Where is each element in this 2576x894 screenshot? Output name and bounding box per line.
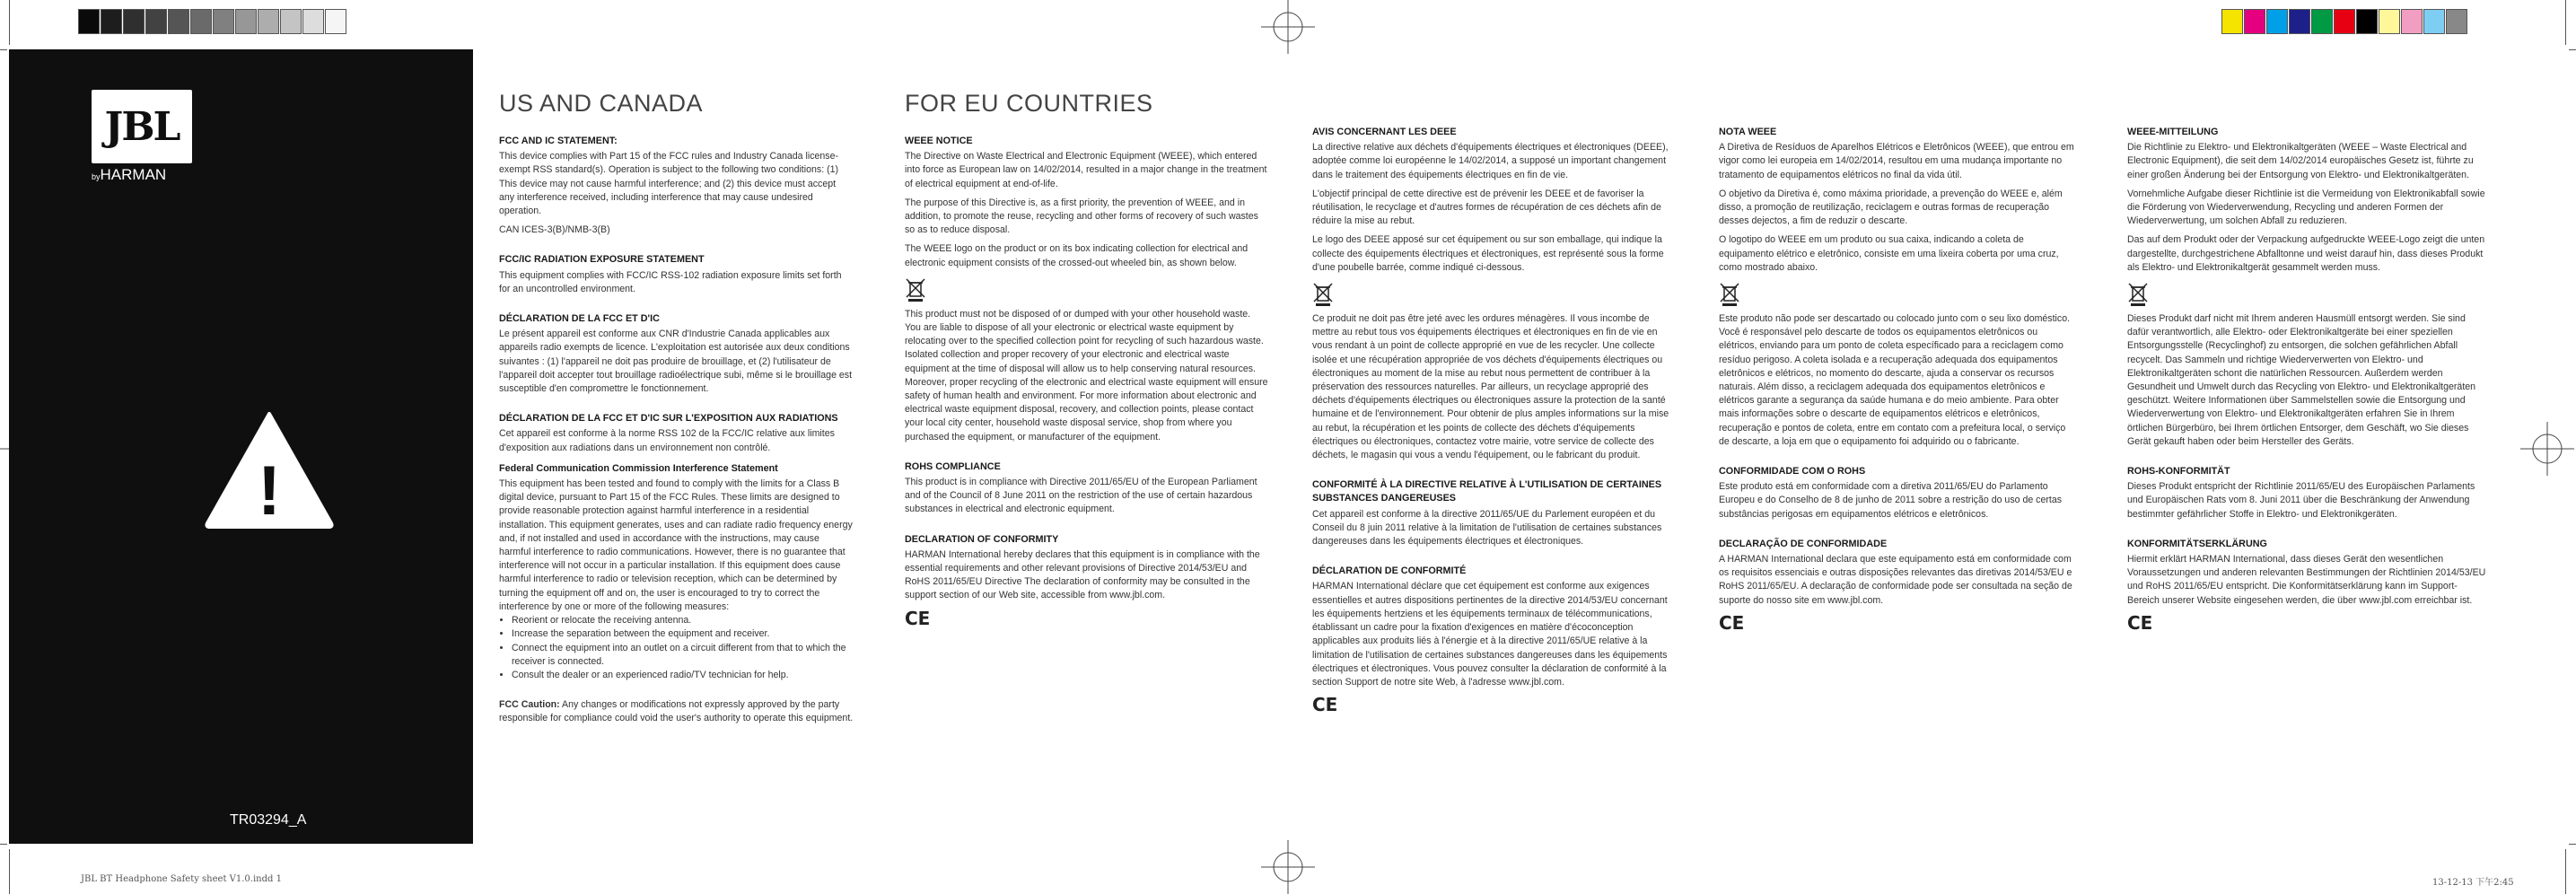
measures-list: [499, 614, 854, 682]
paragraph: Die Richtlinie zu Elektro- und Elektronikaltgeräten (WEEE – Waste Electrical and Electronic Equipment), die seit dem 14/02/2014 europäisches Gesetz ist, führte zu einer großen Änderung bei der Entsorgung von Elektro- und Elektronikaltgeräten.: [2127, 142, 2474, 180]
crop-mark: [2565, 0, 2566, 45]
ce-mark-icon: CE: [1312, 694, 1338, 716]
section-title: CONFORMITÉ À LA DIRECTIVE RELATIVE À L'UTILISATION DE CERTAINES SUBSTANCES DANGEREUSES: [1312, 479, 1662, 504]
column-german: [2127, 126, 2486, 634]
ce-mark-icon: CE: [1719, 611, 1745, 634]
color-swatch: [2334, 9, 2355, 34]
paragraph: Ce produit ne doit pas être jeté avec les ordures ménagères. Il vous incombe de mettre au rebut tous vos équipements électriques et électroniques en fin de vie en vous rendant à un point de collecte approprié en vue de les recycler. Une collecte isolée et une récupération appropriée de vos déchets d'équipements électriques ou électroniques au moment de la mise au rebut nous permettent de contribuer à la préservation des ressources naturelles. Par ailleurs, un recyclage approprié des déchets d'équipements électriques ou électroniques assure la protection de la santé humaine et de l'environnement. Pour obtenir de plus amples informations sur la mise au rebut, la récupération et les points de collecte des déchets d'équipements électriques ou électroniques, contactez votre mairie, votre service de collecte des déchets, le magasin qui vous a vendu l'équipement, ou le fabricant du produit.: [1312, 313, 1669, 461]
paragraph: Le présent appareil est conforme aux CNR d'Industrie Canada applicables aux appareils radio exempts de licence. L'exploitation est autorisée aux deux conditions suivantes : (1) l'appareil ne doit pas produire de brouillage, et (2) l'utilisateur de l'appareil doit accepter tout brouillage radioélectrique subi, même si le brouillage est susceptible d'en compromettre le fonctionnement.: [499, 329, 853, 395]
section-title: CONFORMIDADE COM O ROHS: [1719, 466, 1866, 478]
color-swatch: [101, 9, 122, 34]
jbl-logo: JBL: [92, 90, 192, 163]
color-swatch: [2289, 9, 2310, 34]
color-swatch: [2356, 9, 2378, 34]
color-swatch: [302, 9, 324, 34]
section-title: DÉCLARATION DE CONFORMITÉ: [1312, 565, 1467, 577]
caution-paragraph: [499, 698, 854, 725]
color-swatch: [2244, 9, 2265, 34]
color-swatch: [2221, 9, 2243, 34]
ce-mark-icon: CE: [905, 607, 931, 629]
paragraph: Hiermit erklärt HARMAN International, dass dieses Gerät den wesentlichen Voraussetzungen und anderen relevanten Bestimmungen der Richtlinien 2014/53/EU und RoHS 2011/65/EU entspricht. Die Konformitätserklärung kann im Support-Bereich unserer Website eingesehen werden, die über www.jbl.com erreichbar ist.: [2127, 554, 2486, 606]
color-swatch: [280, 9, 302, 34]
caution-title: FCC Caution:: [499, 699, 560, 711]
heading-eu: FOR EU COUNTRIES: [905, 90, 1153, 117]
column-us-canada: [499, 90, 854, 726]
paragraph: Vornehmliche Aufgabe dieser Richtlinie ist die Vermeidung von Elektronikabfall sowie die Förderung von Wiederverwendung, Recycling und anderen Formen der Wiederverwertung, um solchen Abfall zu reduzieren.: [2127, 188, 2485, 227]
footer-filename: JBL BT Headphone Safety sheet V1.0.indd 1: [81, 874, 282, 884]
crop-mark: [9, 0, 10, 45]
registration-mark-right: [2520, 422, 2574, 476]
section-title: FCC AND IC STATEMENT:: [499, 136, 618, 146]
section-title: ROHS COMPLIANCE: [905, 460, 1001, 472]
paragraph: La directive relative aux déchets d'équipements électriques et électroniques (DEEE), adoptée comme loi européenne le 14/02/2014, a supposé un important changement dans le traitement des équipements électriques en fin de vie.: [1312, 142, 1669, 180]
crop-mark: [9, 849, 10, 894]
color-swatch: [168, 9, 189, 34]
color-swatch: [2446, 9, 2467, 34]
paragraph: The purpose of this Directive is, as a first priority, the prevention of WEEE, and in addition, to promote the reuse, recycling and other forms of recovery of such wastes so as to reduce disposal.: [905, 197, 1258, 236]
section-title: DECLARAÇÃO DE CONFORMIDADE: [1719, 538, 1888, 549]
color-swatch: [145, 9, 167, 34]
color-swatch: [2311, 9, 2333, 34]
section-title: AVIS CONCERNANT LES DEEE: [1312, 127, 1457, 137]
section-title: FCC/IC RADIATION EXPOSURE STATEMENT: [499, 254, 705, 266]
ce-mark-icon: CE: [2127, 611, 2153, 634]
section-title: DECLARATION OF CONFORMITY: [905, 533, 1059, 545]
paragraph: The WEEE logo on the product or on its box indicating collection for electrical and electronic equipment consists of the crossed-out wheeled bin, as shown below.: [905, 243, 1249, 268]
section-title: NOTA WEEE: [1719, 127, 1777, 137]
color-swatch: [190, 9, 212, 34]
paragraph: CAN ICES-3(B)/NMB-3(B): [499, 224, 610, 236]
paragraph: The Directive on Waste Electrical and Electronic Equipment (WEEE), which entered into force as European law on 14/02/2014, resulted in a major change in the treatment of electrical equipment at end-of-life.: [905, 151, 1267, 189]
crossed-bin-icon: [905, 277, 926, 302]
paragraph: HARMAN International hereby declares that this equipment is in compliance with the essential requirements and other relevant provisions of Directive 2014/53/EU and RoHS 2011/65/EU Directive The declaration of conformity may be consulted in the support section of our Web site, accessible from www.jbl.com.: [905, 548, 1260, 601]
crop-mark: [2565, 849, 2566, 894]
crossed-bin-icon: [1312, 282, 1334, 307]
caution-body: Any changes or modifications not expressly approved by the party responsible for compliance could void the user's authority to operate this equipment.: [499, 699, 854, 724]
document-code: TR03294_A: [230, 812, 307, 828]
paragraph: O logotipo do WEEE em um produto ou sua caixa, indicando a coleta de equipamento elétrico e eletrônico, consiste em uma lixeira coberta por uma cruz, como mostrado abaixo.: [1719, 234, 2059, 273]
section-title: WEEE-MITTEILUNG: [2127, 127, 2219, 137]
color-swatch: [2266, 9, 2288, 34]
crop-mark: [2569, 49, 2576, 50]
color-swatch: [123, 9, 145, 34]
section-title: DÉCLARATION DE LA FCC ET D'IC SUR L'EXPOSITION AUX RADIATIONS: [499, 413, 838, 425]
paragraph: O objetivo da Diretiva é, como máxima prioridade, a prevenção do WEEE e, além disso, a promoção de reutilização, reciclagem e outras formas de recuperação desses dejectos, a fim de reduzir o descarte.: [1719, 188, 2063, 227]
paragraph: Le logo des DEEE apposé sur cet équipement ou sur son emballage, qui indique la collecte des équipements électriques et électroniques, est représenté sous la forme d'une poubelle barrée, comme indiqué ci-dessous.: [1312, 234, 1664, 273]
color-swatch: [235, 9, 257, 34]
section-title: KONFORMITÄTSERKLÄRUNG: [2127, 538, 2267, 549]
list-item: • Increase the separation between the equipment and receiver.: [512, 627, 854, 641]
paragraph: This equipment has been tested and found to comply with the limits for a Class B digital device, pursuant to Part 15 of the FCC Rules. These limits are designed to provide reasonable protection against harmful interference in a residential installation. This equipment generates, uses and can radiate radio frequency energy and, if not installed and used in accordance with the instructions, may cause harmful interference to radio communications. However, there is no guarantee that interference will not occur in a particular installation. If this equipment does cause harmful interference to radio or television reception, which can be determined by turning the equipment off and on, the user is encouraged to try to correct the interference by one or more of the following measures:: [499, 478, 853, 612]
section-title: DÉCLARATION DE LA FCC ET D'IC: [499, 313, 660, 325]
paragraph: A Diretiva de Resíduos de Aparelhos Elétricos e Eletrônicos (WEEE), que entrou em vigor como lei europeia em 14/02/2014, resultou em uma mudança importante no tratamento de equipamentos elétricos no final da vida útil.: [1719, 142, 2074, 180]
list-item: • Consult the dealer or an experienced radio/TV technician for help.: [512, 669, 854, 682]
registration-mark-top: [1261, 0, 1315, 54]
svg-text:!: !: [258, 451, 281, 530]
column-french: [1312, 126, 1671, 716]
paragraph: This device complies with Part 15 of the FCC rules and Industry Canada license-exempt RSS standard(s). Operation is subject to the following two conditions: (1) This device may not cause harmful interference; and (2) this device must accept any interference received, including interference that may cause undesired operation.: [499, 151, 839, 217]
paragraph: Das auf dem Produkt oder der Verpackung aufgedruckte WEEE-Logo zeigt die unten dargestellte, durchgestrichene Abfalltonne und weist darauf hin, dass dieses Produkt als Elektro- und Elektronikaltgerät gesammelt werden muss.: [2127, 234, 2485, 273]
crossed-bin-icon: [1719, 282, 1740, 307]
section-title: WEEE NOTICE: [905, 136, 973, 146]
paragraph: Cet appareil est conforme à la directive 2011/65/UE du Parlement européen et du Conseil du 8 juin 2011 relative à la limitation de l'utilisation de certaines substances dangereuses dans les équipements électriques et électroniques.: [1312, 508, 1662, 548]
paragraph: HARMAN International déclare que cet équipement est conforme aux exigences essentielles et autres dispositions pertinentes de la directive 2014/53/EU concernant les équipements hertziens et les équipements terminaux de télécommunications, établissant un cadre pour la fixation d'exigences en matière d'écoconception applicables aux produits liés à l'énergie et à la directive 2011/65/UE relative à la limitation de l'utilisation de certaines substances dangereuses dans les équipements électriques et électroniques. Vous pouvez consulter la déclaration de conformité à la section Support de notre site Web, à l'adresse www.jbl.com.: [1312, 581, 1668, 688]
crop-mark: [0, 49, 7, 50]
paragraph: L'objectif principal de cette directive est de prévenir les DEEE et de favoriser la réutilisation, le recyclage et d'autres formes de récupération de ces déchets afin de réduire la mise au rebut.: [1312, 188, 1661, 227]
crop-mark: [2569, 844, 2576, 845]
harman-logo: byHARMAN: [92, 166, 167, 183]
crossed-bin-icon: [2127, 282, 2149, 307]
color-swatch: [2401, 9, 2423, 34]
paragraph: A HARMAN International declara que este equipamento está em conformidade com os requisitos essenciais e outras disposições relevantes das diretivas 2014/53/EU e RoHS 2011/65/EU. A declaração de conformidade pode ser consultada na seção de suporte do nosso site em www.jbl.com.: [1719, 554, 2072, 606]
color-swatch: [2379, 9, 2400, 34]
column-eu-english: [905, 90, 1268, 629]
list-item: • Connect the equipment into an outlet on a circuit different from that to which the receiver is connected.: [512, 642, 854, 669]
paragraph: This product is in compliance with Directive 2011/65/EU of the European Parliament and of the Council of 8 June 2011 on the restriction of the use of certain hazardous substances in electrical and electronic equipment.: [905, 477, 1257, 515]
paragraph: Este produto não pode ser descartado ou colocado junto com o seu lixo doméstico. Você é responsável pelo descarte de todos os equipamentos eletrônicos ou elétricos, enviando para um ponto de coleta específicado para a reciclagem como resíduo perigoso. A coleta isolada e a recuperação adequada dos equipamentos eletrônicos e elétricos, no momento do descarte, ajuda a conservar os recursos naturais. Além disso, a reciclagem adequada dos equipamentos eletrônicos e elétricos garante a segurança da saúde humana e do meio ambiente. Para obter mais informações sobre o descarte de equipamentos elétricos e eletrônicos, recuperação e pontos de coleta, entre em contato com a prefeitura local, o serviço de descarte, a loja em que o equipamento foi adquirido ou o fabricante.: [1719, 313, 2071, 447]
paragraph: Dieses Produkt entspricht der Richtlinie 2011/65/EU des Europäischen Parlaments und Europäischen Rats vom 8. Juni 2011 über die Beschränkung der Anwendung bestimmter gefährlicher Stoffe in Elektro- und Elektronikgeräten.: [2127, 481, 2475, 520]
color-swatch: [2423, 9, 2445, 34]
paragraph: Dieses Produkt darf nicht mit Ihrem anderen Hausmüll entsorgt werden. Sie sind dafür verantwortlich, alle Elektro- oder Elektronikaltgeräte bei einer speziellen Entsorgungsstelle (Recyclinghof) zu entsorgen, die solchen gefährlichen Abfall recycelt. Das Sammeln und richtige Wiederverwerten von Elektro- und Elektronikaltgeräten schont die natürlichen Ressourcen. Außerdem werden Gesundheit und Umwelt durch das Recycling von Elektro- und Elektronikaltgeräten geschützt. Weitere Informationen über Sammelstellen sowie die Entsorgung und Wiederverwertung von Elektro- und Elektronikaltgeräten erfahren Sie in Ihrem örtlichen Bürgerbüro, bei Ihrem örtlichen Entsorger, dem Geschäft, wo Sie dieses Gerät gekauft haben oder beim Hersteller des Geräts.: [2127, 313, 2476, 447]
heading-us-canada: US AND CANADA: [499, 90, 704, 117]
crop-mark: [0, 844, 7, 845]
cover-panel: [9, 49, 473, 844]
gray-color-bar: [78, 9, 347, 34]
paragraph: Cet appareil est conforme à la norme RSS 102 de la FCC/IC relative aux limites d'exposition aux radiations dans un environnement non contrôlé.: [499, 428, 835, 453]
color-swatch: [325, 9, 346, 34]
warning-triangle-icon: [202, 408, 337, 530]
section-title: Federal Communication Commission Interference Statement: [499, 462, 778, 474]
paragraph: This product must not be disposed of or dumped with your other household waste. You are liable to dispose of all your electronic or electrical waste equipment by relocating over to the specified collection point for recycling of such hazardous waste. Isolated collection and proper recovery of your electronic and electrical waste equipment at the time of disposal will allow us to help conserving natural resources. Moreover, proper recycling of the electronic and electrical waste equipment will ensure safety of human health and environment. For more information about electronic and electrical waste equipment disposal, recovery, and collection points, please contact your local city center, household waste disposal service, shop from where you purchased the equipment, or manufacturer of the equipment.: [905, 308, 1268, 443]
color-swatch: [213, 9, 234, 34]
registration-mark-bottom: [1261, 840, 1315, 894]
footer-date: 13-12-13 下午2:45: [2432, 878, 2514, 888]
paragraph: Este produto está em conformidade com a diretiva 2011/65/EU do Parlamento Europeu e do Conselho de 8 de junho de 2011 sobre a restrição do uso de certas substâncias perigosas em equipamentos elétricos e eletrônicos.: [1719, 481, 2063, 520]
paragraph: This equipment complies with FCC/IC RSS-102 radiation exposure limits set forth for an uncontrolled environment.: [499, 269, 842, 294]
color-swatch: [258, 9, 279, 34]
process-color-bar: [2221, 9, 2468, 34]
color-swatch: [78, 9, 100, 34]
section-title: ROHS-KONFORMITÄT: [2127, 466, 2230, 478]
column-portuguese: [1719, 126, 2078, 634]
list-item: • Reorient or relocate the receiving antenna.: [512, 614, 854, 627]
